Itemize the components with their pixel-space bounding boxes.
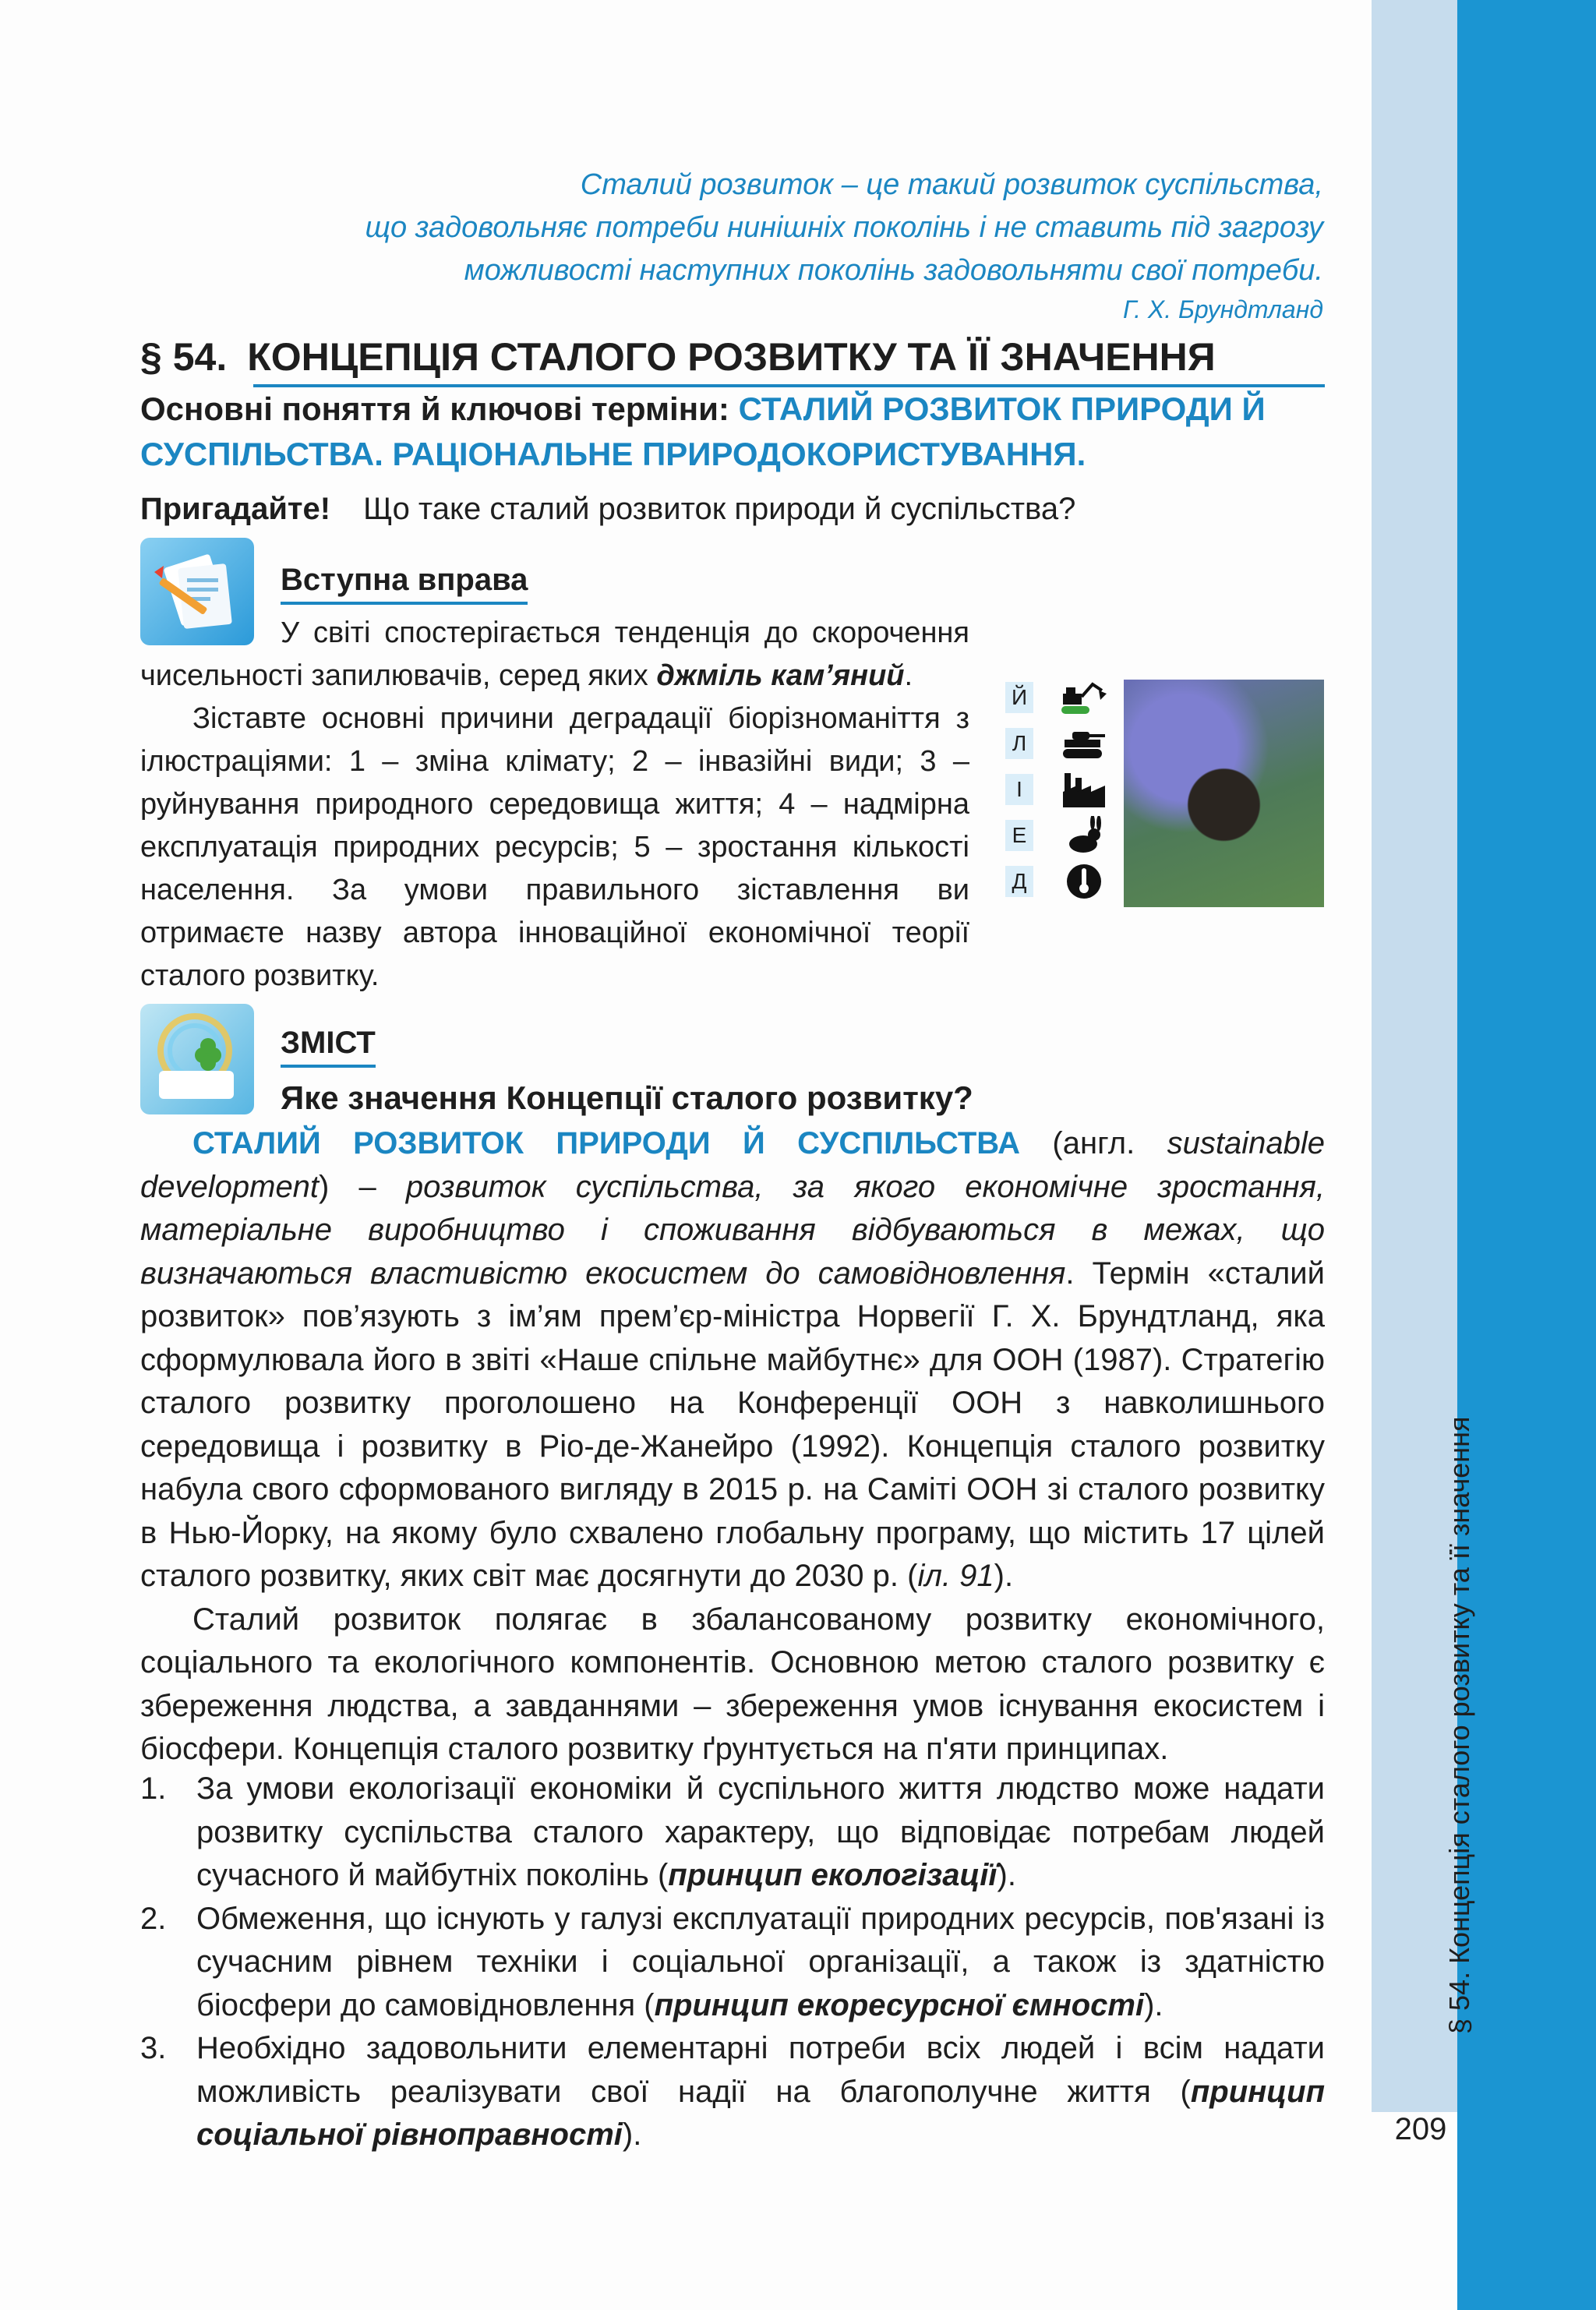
principles-intro-paragraph: Сталий розвиток полягає в збалансованому розвитку економічного, соціального та екологічного компонентів. Основною метою сталого розвитку є збереження людства, а завданнями – збереження умов існування екосистем і біосфери. Концепція сталого розвитку ґрунтується на п'яти принципах. [140, 1602, 1325, 1766]
factory-icon [1060, 770, 1108, 809]
tank-icon [1060, 724, 1108, 763]
intro-p1-text: У світі спостерігається тенденція до скорочення чисельності запилювачів, серед яких [140, 616, 969, 692]
epigraph-line: Сталий розвиток – це такий розвиток суспільства, [580, 168, 1323, 201]
figure-reference: іл. 91 [917, 1559, 994, 1593]
remember-prompt [140, 486, 1325, 532]
list-number: 2. [140, 1901, 167, 1936]
principle-text: Обмеження, що існують у галузі експлуатації природних ресурсів, пов'язані із сучасним рівнем техніки і соціальної організації, а також із здатністю біосфери до самовідновлення ( [196, 1901, 1325, 2022]
remember-label: Пригадайте! [140, 492, 331, 526]
section-title-text: КОНЦЕПЦІЯ СТАЛОГО РОЗВИТКУ ТА ЇЇ ЗНАЧЕННЯ [247, 335, 1216, 379]
answer-letter: І [1005, 774, 1033, 805]
key-terms-label: Основні поняття й ключові терміни: [140, 390, 729, 427]
definition-text: розвиток суспільства, за якого економічне зростання, матеріальне виробництво і споживання відбуваються в межах, що визначаються властивістю екосистем до самовідновлення [140, 1169, 1325, 1291]
key-terms-list: СТАЛИЙ РОЗВИТОК ПРИРОДИ Й СУСПІЛЬСТВА. РАЦІОНАЛЬНЕ ПРИРОДОКОРИСТУВАННЯ. [140, 390, 1266, 472]
english-term: sustainable development [140, 1126, 1325, 1204]
text-run: ). [994, 1559, 1014, 1593]
intro-heading: Вступна вправа [281, 558, 528, 605]
text-run: (англ. [1020, 1126, 1167, 1160]
thermometer-icon [1060, 862, 1108, 901]
list-number: 3. [140, 2031, 167, 2065]
rabbit-icon [1060, 816, 1108, 855]
key-terms [140, 387, 1325, 477]
excavator-icon [1060, 678, 1108, 717]
running-head: § 54. Концепція сталого розвитку та її значення [1443, 1416, 1475, 2034]
intro-bumblebee-term: джміль кам’яний [656, 659, 905, 692]
pictogram-column [1060, 678, 1116, 908]
principle-text: За умови екологізації економіки й суспільного життя людство може надати розвитку суспільства сталого характеру, що відповідає потребам людей сучасного й майбутніх поколінь ( [196, 1771, 1325, 1892]
remember-question: Що таке сталий розвиток природи й суспільства? [363, 492, 1076, 526]
principle-name: принцип соціальної рівноправності [196, 2074, 1325, 2152]
intro-text [140, 612, 969, 998]
intro-p1-end: . [904, 659, 913, 692]
principle-end: ). [997, 1858, 1016, 1892]
content-heading: ЗМІСТ [281, 1021, 376, 1068]
answer-letter: Й [1005, 682, 1033, 713]
section-title [140, 330, 1325, 384]
answer-letter: Е [1005, 820, 1033, 851]
intro-paragraph [140, 612, 969, 698]
epigraph [234, 164, 1323, 327]
bumblebee-photo [1124, 680, 1324, 907]
text-run: ) – [319, 1169, 406, 1204]
page-number: 209 [1394, 2112, 1447, 2146]
principle-end: ). [622, 2118, 642, 2152]
list-item [140, 1898, 1325, 2028]
section-number: § 54. [140, 335, 228, 379]
content-question: Яке значення Концепції сталого розвитку? [281, 1079, 973, 1116]
list-number: 1. [140, 1771, 167, 1806]
intro-paragraph: Зіставте основні причини деградації біорізноманіття з ілюстраціями: 1 – зміна клімату; 2 – інвазійні види; 3 – руйнування природного середовища життя; 4 – надмірна експлуатація природних ресурсів; 5 – зростання кількості населення. За умови правильного зіставлення ви отримаєте назву автора інноваційної економічної теорії сталого розвитку. [140, 702, 969, 992]
epigraph-line: можливості наступних поколінь задовольняти свої потреби. [464, 254, 1323, 287]
epigraph-line: що задовольняє потреби нинішніх поколінь і не ставить під загрозу [365, 211, 1323, 244]
list-item [140, 1768, 1325, 1898]
principle-name: принцип екологізації [668, 1858, 998, 1892]
answer-letter: Л [1005, 728, 1033, 759]
principle-text: Необхідно задовольнити елементарні потреби всіх людей і всім надати можливість реалізувати свої надії на благополучне життя ( [196, 2031, 1325, 2109]
answer-letters [1005, 682, 1036, 912]
main-text [140, 1122, 1325, 1771]
epigraph-author: Г. Х. Брундтланд [1122, 295, 1323, 323]
list-item [140, 2027, 1325, 2157]
sustainable-development-term: СТАЛИЙ РОЗВИТОК ПРИРОДИ Й СУСПІЛЬСТВА [192, 1126, 1021, 1160]
answer-letter: Д [1005, 866, 1033, 897]
definition-paragraph [140, 1122, 1325, 1598]
principle-name: принцип екоресурсної ємності [654, 1987, 1145, 2022]
text-run: . Термін «сталий розвиток» пов’язують з ім’ям прем’єр-міністра Норвегії Г. Х. Брундтланд, яка сформулювала його в звіті «Наше спільне майбутнє» для ООН (1987). Стратегію сталого розвитку проголошено на Конференції ООН з навколишнього середовища і розвитку в Ріо-де-Жанейро (1992). Концепція сталого розвитку набула свого сформованого вигляду в 2015 р. на Саміті ООН зі сталого розвитку в Нью-Йорку, на якому було схвалено глобальну програму, що містить 17 цілей сталого розвитку, яких світ має досягнути до 2030 р. ( [140, 1256, 1325, 1593]
principles-list [140, 1768, 1325, 2157]
content-icon [140, 1004, 254, 1114]
principle-end: ). [1144, 1987, 1163, 2022]
